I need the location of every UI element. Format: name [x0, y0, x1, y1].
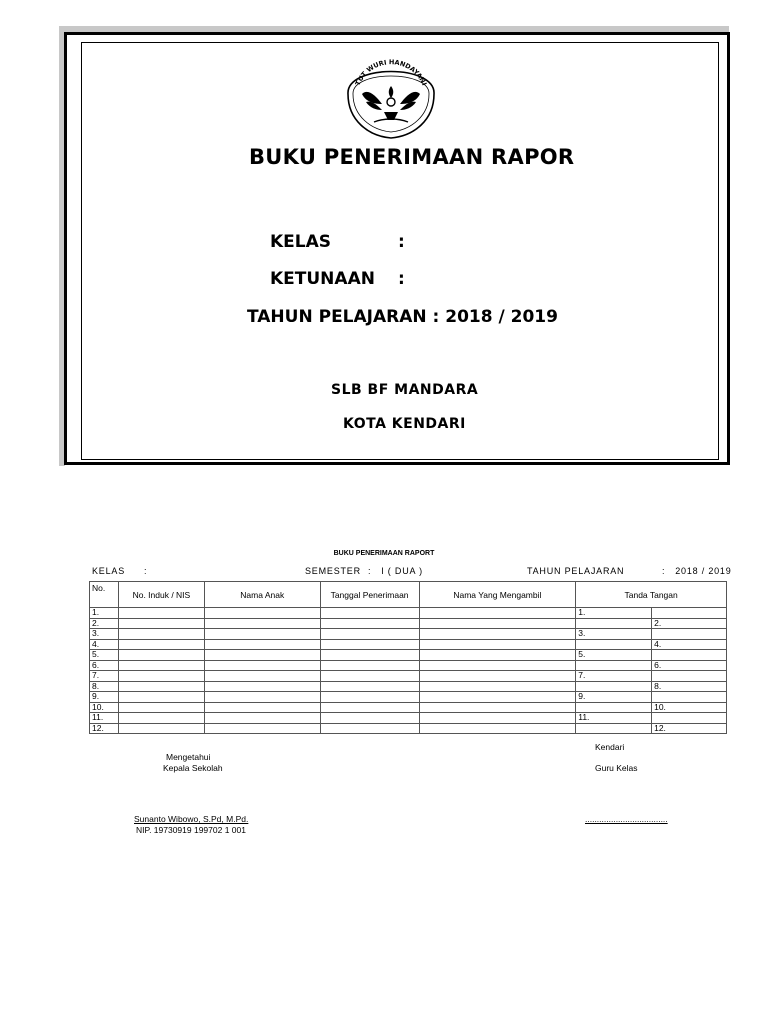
cell-pengambil [419, 618, 576, 629]
cell-pengambil [419, 702, 576, 713]
cell-nis [118, 702, 204, 713]
cover-tahun-pelajaran: TAHUN PELAJARAN : 2018 / 2019 [247, 307, 558, 327]
cover-ketunaan-label: KETUNAAN [270, 269, 375, 289]
table-row [90, 671, 727, 682]
cell-nis [118, 639, 204, 650]
header-nama-anak: Nama Anak [204, 582, 320, 608]
kepala-sekolah-label: Kepala Sekolah [163, 763, 223, 773]
cell-ttd-left [576, 618, 652, 629]
cell-tanggal [320, 618, 419, 629]
cell-ttd-left: 7. [576, 671, 652, 682]
raport-table [89, 581, 727, 734]
guru-kelas-label: Guru Kelas [595, 763, 638, 773]
cell-pengambil [419, 692, 576, 703]
header-tanda-tangan: Tanda Tangan [576, 582, 727, 608]
cell-ttd-left [576, 639, 652, 650]
cell-nis [118, 618, 204, 629]
form-title: BUKU PENERIMAAN RAPORT [333, 550, 435, 557]
cell-nis [118, 713, 204, 724]
cell-no: 2. [90, 618, 119, 629]
cell-nama-anak [204, 702, 320, 713]
cell-ttd-left: 9. [576, 692, 652, 703]
cell-nama-anak [204, 629, 320, 640]
cell-pengambil [419, 650, 576, 661]
cover-title: BUKU PENERIMAAN RAPOR [249, 145, 575, 169]
logo-text: TUT WURI HANDAYANI [353, 58, 429, 87]
cell-nis [118, 629, 204, 640]
cell-tanggal [320, 692, 419, 703]
cell-nis [118, 608, 204, 619]
table-row [90, 618, 727, 629]
table-row [90, 608, 727, 619]
header-tanggal: Tanggal Penerimaan [320, 582, 419, 608]
cell-tanggal [320, 671, 419, 682]
cell-tanggal [320, 629, 419, 640]
cell-ttd-left: 1. [576, 608, 652, 619]
cell-ttd-right: 6. [652, 660, 727, 671]
cell-ttd-right [652, 608, 727, 619]
cell-ttd-right: 12. [652, 723, 727, 734]
cell-tanggal [320, 681, 419, 692]
cell-no: 9. [90, 692, 119, 703]
cell-ttd-right [652, 713, 727, 724]
cell-pengambil [419, 713, 576, 724]
cell-nama-anak [204, 713, 320, 724]
cell-ttd-right [652, 692, 727, 703]
cell-ttd-left [576, 723, 652, 734]
cell-nama-anak [204, 723, 320, 734]
cell-tanggal [320, 723, 419, 734]
cell-ttd-left: 11. [576, 713, 652, 724]
guru-kelas-signature-line: ................................... [585, 814, 668, 824]
table-row [90, 681, 727, 692]
form-tahun-value: : 2018 / 2019 [662, 566, 732, 576]
cell-ttd-right: 4. [652, 639, 727, 650]
form-semester-value: : I ( DUA ) [368, 566, 423, 576]
header-pengambil: Nama Yang Mengambil [419, 582, 576, 608]
cover-city: KOTA KENDARI [343, 416, 466, 432]
cell-pengambil [419, 723, 576, 734]
cell-pengambil [419, 629, 576, 640]
cell-nis [118, 671, 204, 682]
cell-tanggal [320, 650, 419, 661]
cell-no: 5. [90, 650, 119, 661]
cell-nama-anak [204, 692, 320, 703]
cell-no: 7. [90, 671, 119, 682]
cell-ttd-left: 5. [576, 650, 652, 661]
table-row [90, 639, 727, 650]
cell-nis [118, 660, 204, 671]
cell-nama-anak [204, 671, 320, 682]
header-nis: No. Induk / NIS [118, 582, 204, 608]
cell-tanggal [320, 660, 419, 671]
cell-ttd-right: 10. [652, 702, 727, 713]
cell-nama-anak [204, 639, 320, 650]
cell-pengambil [419, 660, 576, 671]
cell-ttd-right: 8. [652, 681, 727, 692]
tut-wuri-handayani-logo-icon [344, 50, 438, 140]
cell-ttd-right: 2. [652, 618, 727, 629]
table-row [90, 723, 727, 734]
cell-nama-anak [204, 608, 320, 619]
cell-ttd-left: 3. [576, 629, 652, 640]
cell-nama-anak [204, 650, 320, 661]
form-kelas-label: KELAS [92, 566, 126, 576]
cell-nama-anak [204, 681, 320, 692]
kepala-sekolah-nip: NIP. 19730919 199702 1 001 [136, 825, 246, 835]
table-header-row [90, 582, 727, 608]
cell-pengambil [419, 681, 576, 692]
cell-no: 1. [90, 608, 119, 619]
cell-no: 3. [90, 629, 119, 640]
form-tahun-label: TAHUN PELAJARAN [527, 566, 625, 576]
kendari-label: Kendari [595, 742, 625, 752]
cell-ttd-right [652, 650, 727, 661]
cell-no: 4. [90, 639, 119, 650]
cover-ketunaan-colon: : [398, 269, 405, 289]
kepala-sekolah-name: Sunanto Wibowo, S.Pd, M.Pd. [134, 814, 249, 824]
cell-ttd-left [576, 681, 652, 692]
cell-nis [118, 681, 204, 692]
cell-tanggal [320, 639, 419, 650]
cell-no: 10. [90, 702, 119, 713]
table-row [90, 629, 727, 640]
cell-nama-anak [204, 660, 320, 671]
cover-kelas-colon: : [398, 232, 405, 252]
cell-tanggal [320, 713, 419, 724]
table-row [90, 660, 727, 671]
cell-no: 12. [90, 723, 119, 734]
header-no: No. [90, 582, 119, 608]
cell-nis [118, 723, 204, 734]
form-kelas-colon: : [144, 566, 148, 576]
cell-no: 6. [90, 660, 119, 671]
form-semester-label: SEMESTER [305, 566, 361, 576]
table-row [90, 692, 727, 703]
cell-pengambil [419, 639, 576, 650]
table-row [90, 650, 727, 661]
cell-pengambil [419, 671, 576, 682]
mengetahui-label: Mengetahui [166, 752, 211, 762]
cell-ttd-right [652, 671, 727, 682]
cell-nis [118, 650, 204, 661]
cell-ttd-left [576, 702, 652, 713]
cell-ttd-right [652, 629, 727, 640]
cell-no: 8. [90, 681, 119, 692]
cover-school-name: SLB BF MANDARA [331, 382, 479, 398]
cell-nis [118, 692, 204, 703]
cover-kelas-label: KELAS [270, 232, 332, 252]
cell-ttd-left [576, 660, 652, 671]
table-row [90, 713, 727, 724]
cell-nama-anak [204, 618, 320, 629]
cell-pengambil [419, 608, 576, 619]
cell-no: 11. [90, 713, 119, 724]
cell-tanggal [320, 608, 419, 619]
table-row [90, 702, 727, 713]
cell-tanggal [320, 702, 419, 713]
